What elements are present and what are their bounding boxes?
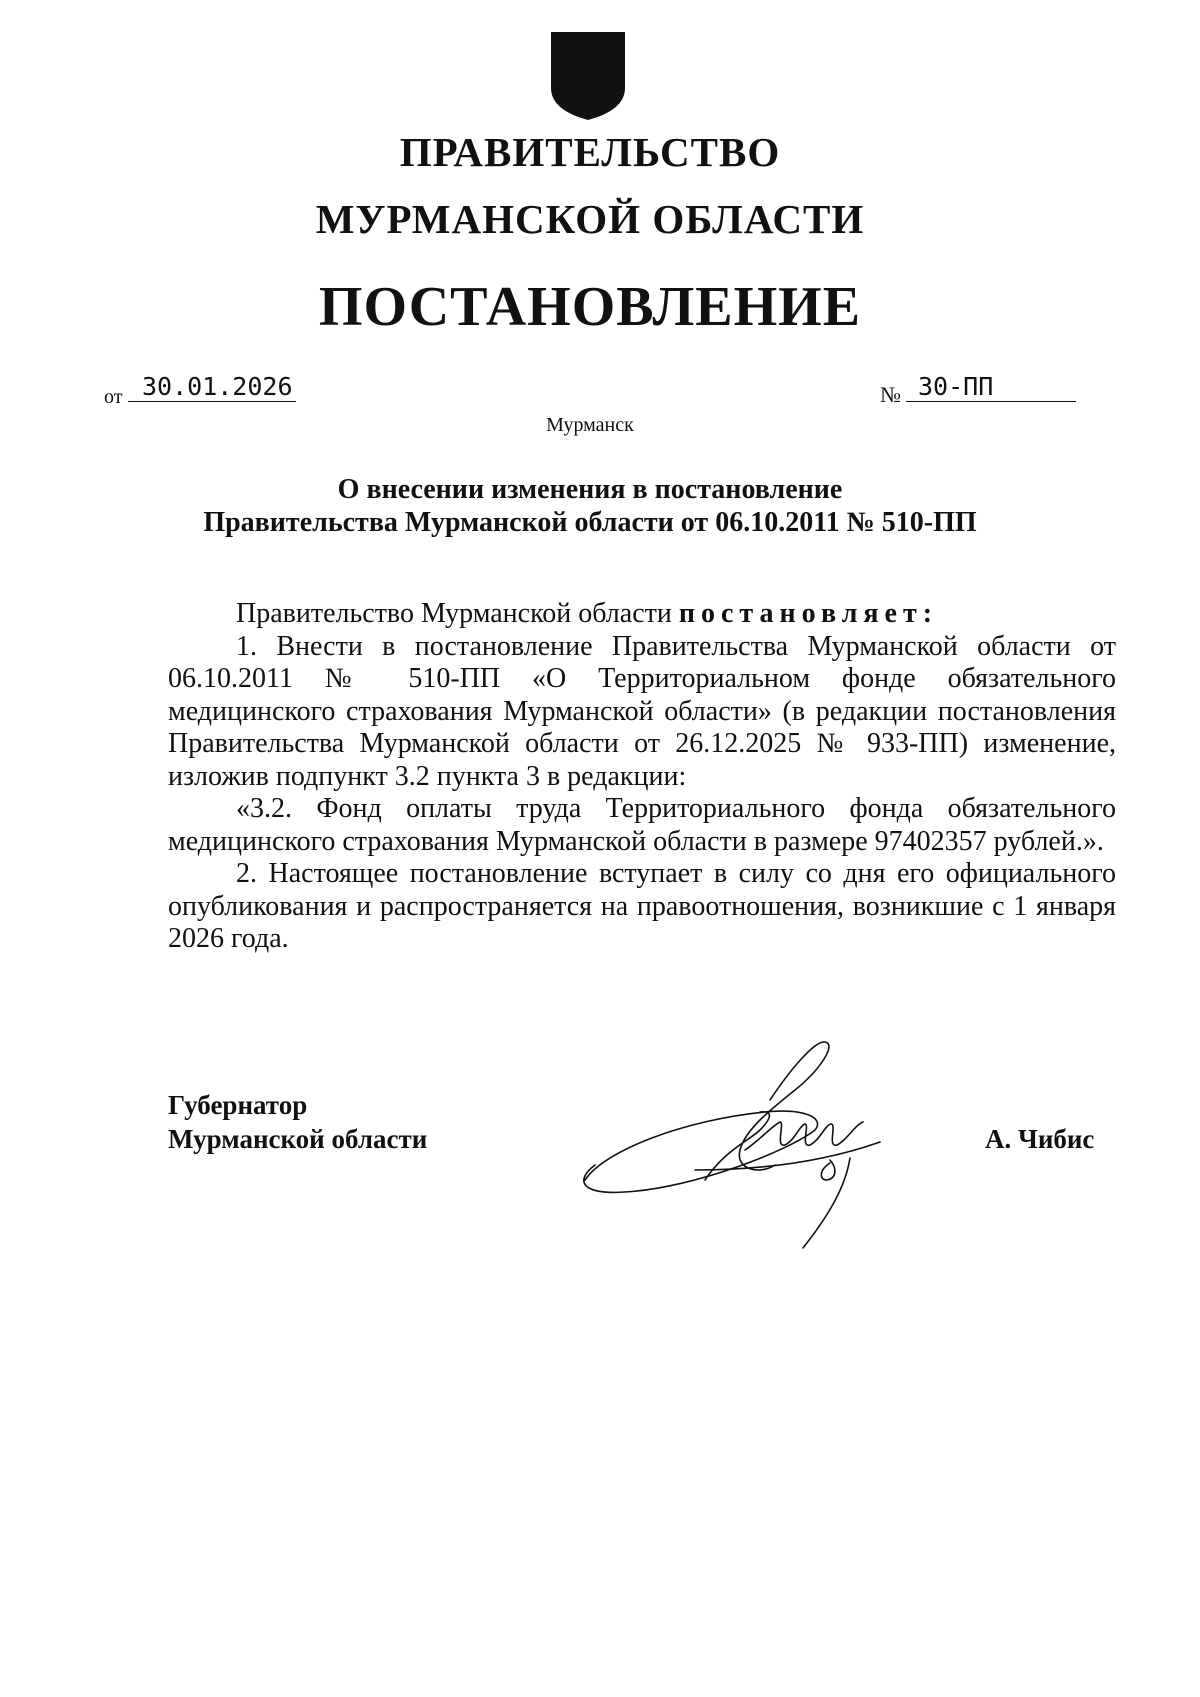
signatory-position-line2: Мурманской области: [168, 1124, 428, 1154]
document-date: 30.01.2026: [128, 372, 296, 402]
item-2-paragraph: 2. Настоящее постановление вступает в силу со дня его официального опубликования и распространяется на правоотношения, возникшие с 1 января 2026 года.: [168, 858, 1116, 954]
item-1-quote-paragraph: «3.2. Фонд оплаты труда Территориального фонда обязательного медицинского страхования Мурманской области в размере 97402357 рублей.».: [168, 793, 1116, 857]
signatory-name: А. Чибис: [985, 1124, 1095, 1154]
organization-name-line1: ПРАВИТЕЛЬСТВО: [399, 129, 781, 175]
document-title-line1: О внесении изменения в постановление: [337, 474, 843, 505]
handwritten-signature: [575, 1030, 895, 1260]
organization-name-line2: МУРМАНСКОЙ ОБЛАСТИ: [315, 196, 865, 242]
date-prefix: от: [104, 386, 123, 408]
item-1-paragraph: 1. Внести в постановление Правительства Мурманской области от 06.10.2011 № 510-ПП «О Территориальном фонде обязательного медицинского страхования Мурманской области» (в редакции постановления Правительства Мурманской области от 26.12.2025 № 933-ПП) изменение, изложив подпункт 3.2 пункта 3 в редакции:: [168, 630, 1116, 792]
coat-of-arms-icon: [547, 30, 629, 122]
city-label: Мурманск: [546, 414, 634, 436]
number-prefix: №: [880, 382, 901, 407]
preamble-text: Правительство Мурманской области: [236, 598, 672, 629]
preamble-paragraph: [168, 598, 1116, 631]
document-body: [168, 598, 1116, 956]
signatory-position-line1: Губернатор: [168, 1090, 308, 1120]
document-title-line2: Правительства Мурманской области от 06.10.2011 № 510-ПП: [203, 507, 977, 538]
decree-word: постановляет:: [678, 598, 939, 629]
document-type-heading: ПОСТАНОВЛЕНИЕ: [318, 276, 862, 338]
document-number: 30-ПП: [906, 372, 1076, 402]
